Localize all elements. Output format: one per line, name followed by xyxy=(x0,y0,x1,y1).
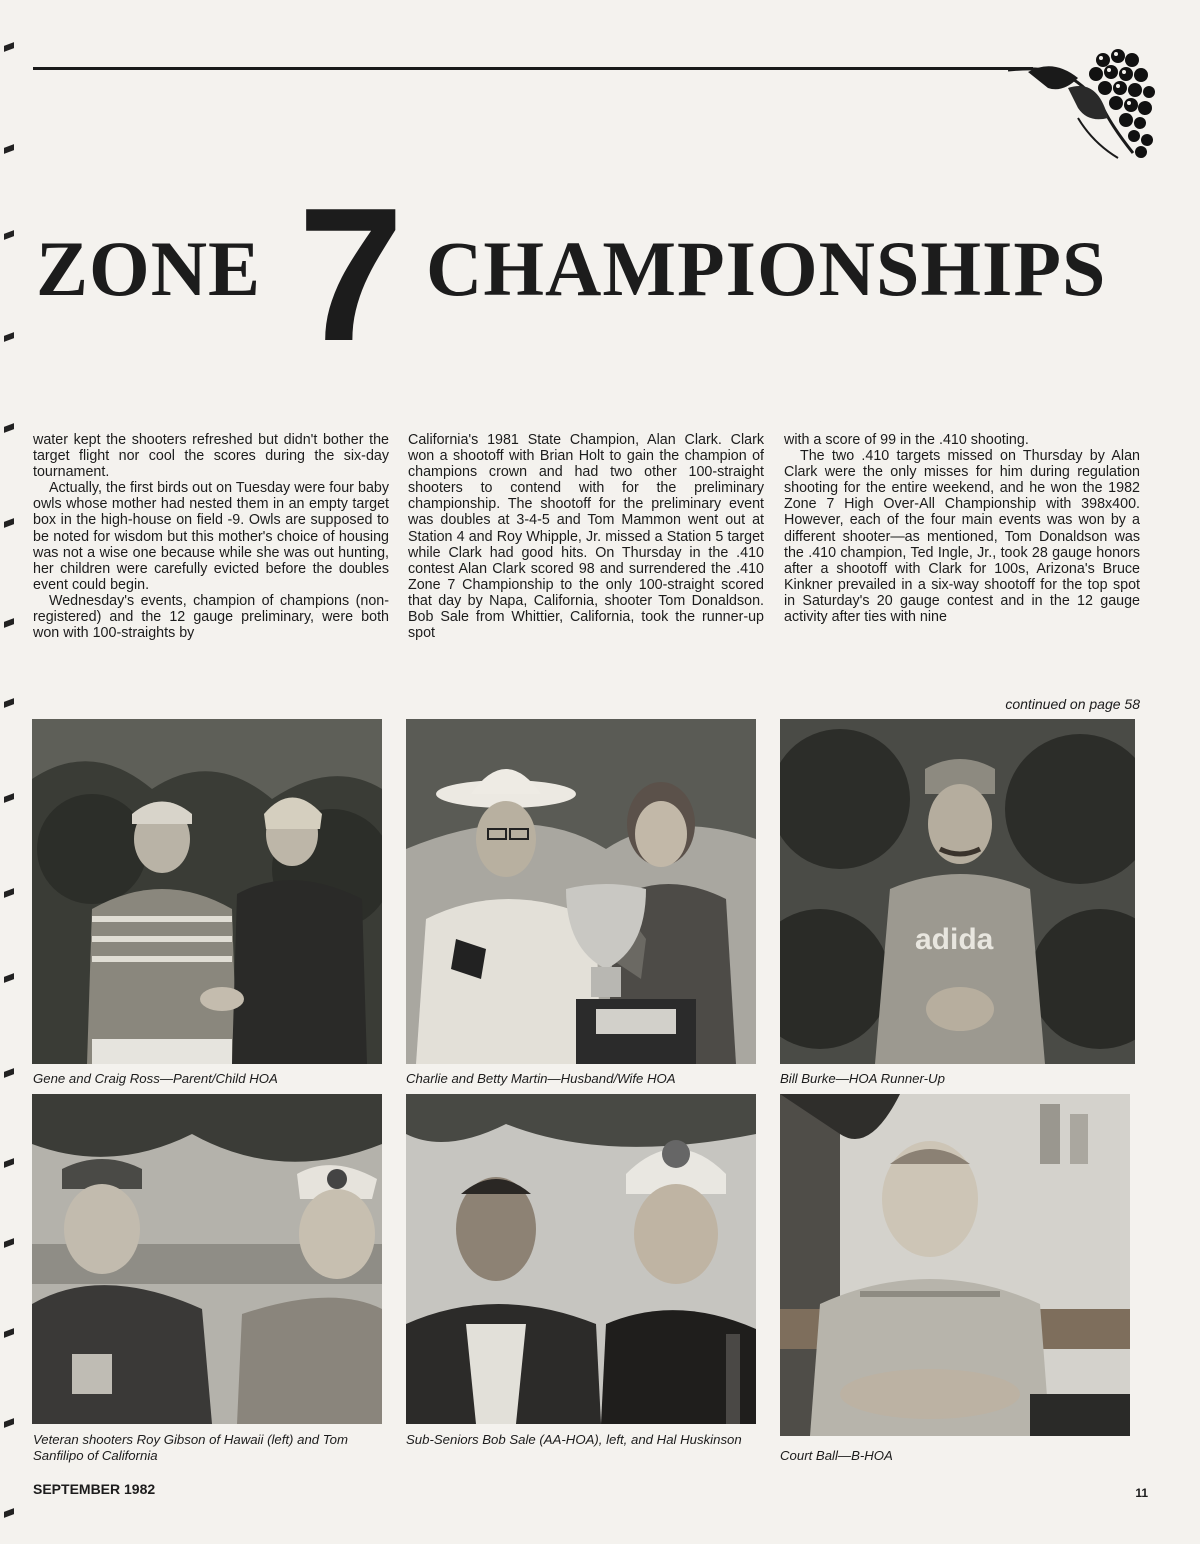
scan-edge-mark xyxy=(4,1418,14,1428)
scan-edge-mark xyxy=(4,1508,14,1518)
scan-edge-mark xyxy=(4,973,14,983)
svg-text:adida: adida xyxy=(915,923,994,956)
scan-edge-mark xyxy=(4,618,14,628)
paragraph: Actually, the first birds out on Tuesday were four baby owls whose mother had nested them in an empty target box in the high-house on field -9. Owls are supposed to be noted for wisdom but this mother's choice of housing was not a wise one because while she was out hunting, her children were carefully evicted before the doubles event could begin. xyxy=(33,480,389,593)
photo-gibson-sanfilipo xyxy=(32,1094,382,1424)
scan-edge-mark xyxy=(4,42,14,52)
paragraph: The two .410 targets missed on Thursday by Alan Clark were the only misses for him during regulation shooting for the entire weekend, and he won the 1982 Zone 7 High Over-All Championship with 398x400. However, each of the four main events was won by a different shooter—as mentioned, Tom Donaldson was the .410 champion, Ted Ingle, Jr., took 28 gauge honors after a shootoff with Clark for 100s, Arizona's Bruce Kinkner prevailed in a six-way shootoff for the top spot in Saturday's 20 gauge contest and in the 12 gauge activity after ties with nine xyxy=(784,448,1140,626)
headline-zone: ZONE xyxy=(36,225,262,312)
photo-martin xyxy=(406,719,756,1064)
scan-edge-mark xyxy=(4,1068,14,1078)
grape-cluster-ornament xyxy=(1008,48,1158,178)
photo-caption: Charlie and Betty Martin—Husband/Wife HOA xyxy=(406,1071,676,1086)
scan-edge-mark xyxy=(4,888,14,898)
paragraph: Wednesday's events, champion of champions (non-registered) and the 12 gauge preliminary, were both won with 100-straights by xyxy=(33,592,389,642)
page-number: 11 xyxy=(1135,1486,1148,1500)
article-column-1 xyxy=(33,432,389,641)
headline xyxy=(30,169,1180,381)
continued-note: continued on page 58 xyxy=(1005,696,1140,712)
scan-edge-mark xyxy=(4,518,14,528)
photo-ball xyxy=(780,1094,1130,1436)
scan-edge-mark xyxy=(4,423,14,433)
scan-edge-mark xyxy=(4,332,14,342)
scan-edge-mark xyxy=(4,1328,14,1338)
article-column-3 xyxy=(784,432,1140,625)
scan-edge-mark xyxy=(4,1238,14,1248)
scan-edge-mark xyxy=(4,1158,14,1168)
header-rule xyxy=(33,67,1033,70)
photo-caption: Gene and Craig Ross—Parent/Child HOA xyxy=(33,1071,278,1086)
photo-caption: Veteran shooters Roy Gibson of Hawaii (left) and Tom Sanfilipo of California xyxy=(33,1432,348,1463)
photo-burke xyxy=(780,719,1135,1064)
photo-caption: Sub-Seniors Bob Sale (AA-HOA), left, and Hal Huskinson xyxy=(406,1432,742,1447)
paragraph: with a score of 99 in the .410 shooting. xyxy=(784,432,1029,448)
article-column-2 xyxy=(408,432,764,641)
paragraph: water kept the shooters refreshed but didn't bother the target flight nor cool the scores during the six-day tournament. xyxy=(33,432,389,481)
paragraph: California's 1981 State Champion, Alan Clark. Clark won a shootoff with Brian Holt to gain the champion of champions crown and had two other 100-straight shooters to contend with for the preliminary championship. The shootoff for the preliminary event was doubles at 3-4-5 and Tom Mammon went out at Station 4 and Roy Whipple, Jr. missed a Station 5 target while Clark had good hits. On Thursday in the .410 contest Alan Clark scored 98 and surrendered the .410 Zone 7 Championship to the only 100-straight scored that day by Napa, California, shooter Tom Donaldson. Bob Sale from Whittier, California, took the runner-up spot xyxy=(408,432,764,642)
issue-date: SEPTEMBER 1982 xyxy=(33,1481,156,1497)
scan-edge-mark xyxy=(4,230,14,240)
scan-edge-mark xyxy=(4,793,14,803)
photo-caption: Court Ball—B-HOA xyxy=(780,1448,893,1463)
scan-edge-mark xyxy=(4,698,14,708)
scan-edge-mark xyxy=(4,144,14,154)
headline-number: 7 xyxy=(298,169,404,381)
photo-caption: Bill Burke—HOA Runner-Up xyxy=(780,1071,945,1086)
photo-ross xyxy=(32,719,382,1064)
headline-championships: CHAMPIONSHIPS xyxy=(426,225,1107,312)
photo-sale-huskinson xyxy=(406,1094,756,1424)
